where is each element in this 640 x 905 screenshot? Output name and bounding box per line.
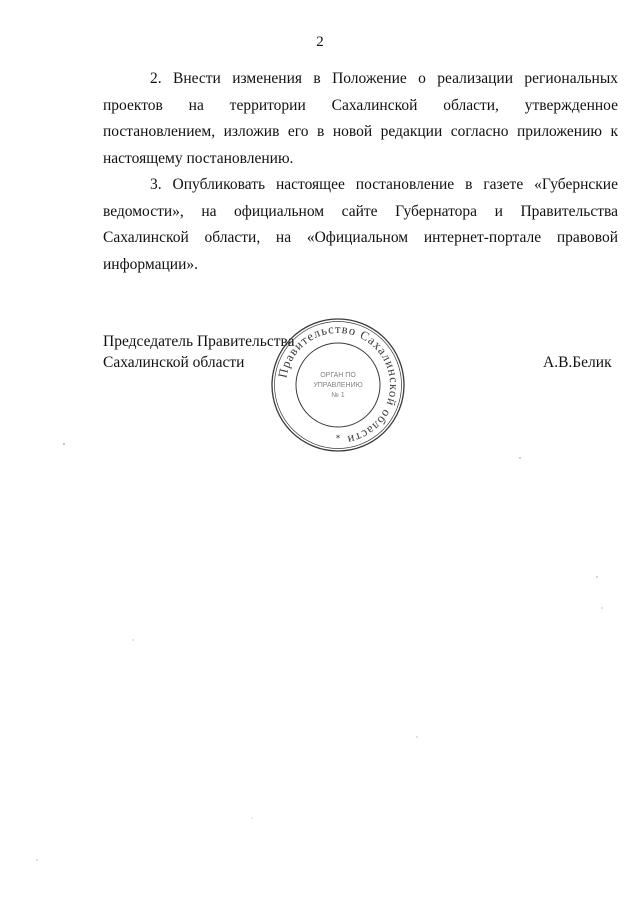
- scan-speck: [252, 818, 253, 819]
- scan-speck: [36, 859, 37, 860]
- scan-speck: [596, 576, 597, 577]
- paragraph-3: 3. Опубликовать настоящее постановление в газете «Губернские ведомости», на официальном сайте Губернатора и Правительства Сахалинской области, на «Официальном интернет-портале правовой информации».: [103, 176, 618, 273]
- seal-inner-line-3: № 1: [331, 392, 345, 399]
- scan-speck: [601, 607, 602, 608]
- seal-inner-line-1: ОРГАН ПО: [320, 372, 356, 379]
- signatory-position: [103, 331, 295, 373]
- signatory-name: А.В.Белик: [543, 354, 612, 371]
- document-body: [103, 66, 618, 278]
- seal-star-icon: *: [335, 434, 341, 444]
- paragraph-2: 2. Внести изменения в Положение о реализации региональных проектов на территории Сахалинской области, утвержденное постановлением, изложив его в новой редакции согласно приложению к настоящему постановлению.: [103, 70, 618, 167]
- page-number: 2: [316, 34, 324, 50]
- scan-speck: [132, 639, 133, 640]
- signatory-position-line-1: Председатель Правительства: [103, 333, 295, 350]
- scan-speck: [519, 457, 520, 458]
- official-seal: [268, 315, 408, 455]
- scan-speck: [416, 736, 417, 737]
- signatory-position-line-2: Сахалинской области: [103, 354, 245, 371]
- scan-speck: [63, 443, 65, 445]
- seal-inner-line-2: УПРАВЛЕНИЮ: [313, 382, 363, 389]
- seal-ring-textpath: Правительство Сахалинской области: [275, 321, 402, 448]
